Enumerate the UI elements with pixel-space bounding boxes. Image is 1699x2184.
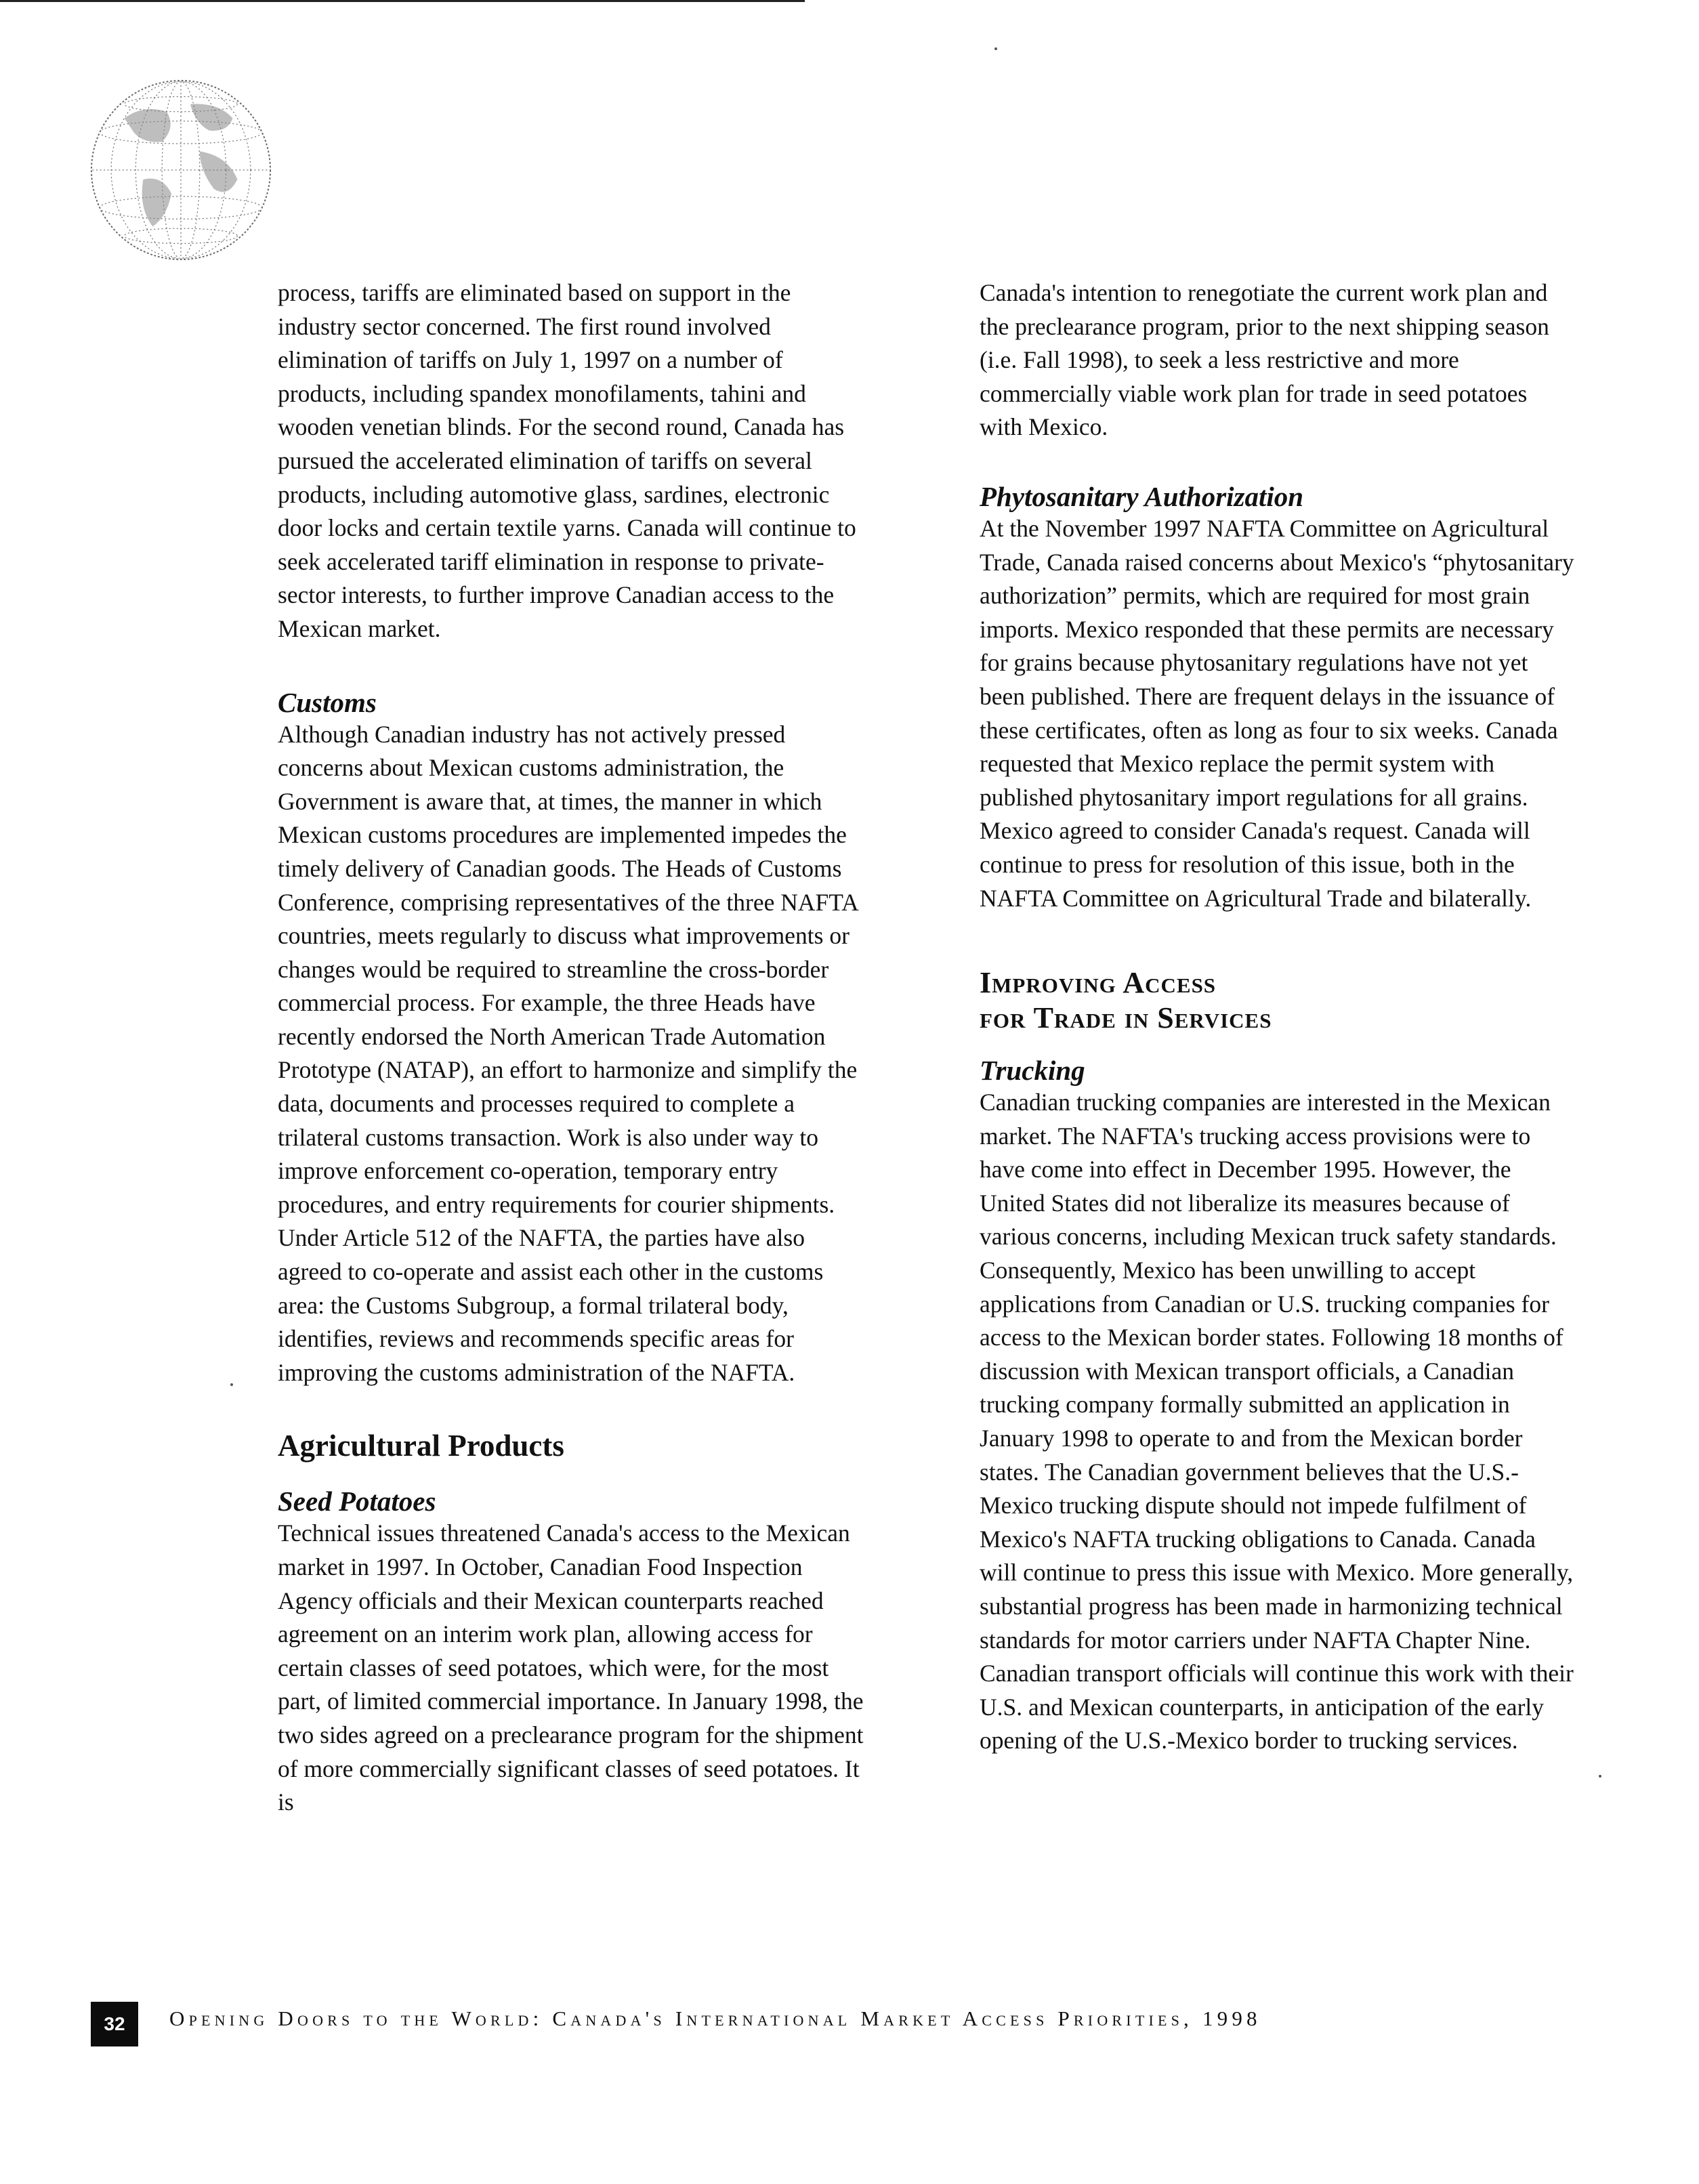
- scan-speck: [994, 47, 997, 50]
- body-paragraph: Canadian trucking companies are interested in the Mexican market. The NAFTA's trucking access provisions were to have come into effect in December 1995. However, the United States did not liberalize its measures because of various concerns, including Mexican truck safety standards. Consequently, Mexico has been unwilling to accept applications from Canadian or U.S. trucking companies for access to the Mexican border states. Following 18 months of discussion with Mexican transport officials, a Canadian trucking company formally submitted an application in January 1998 to operate to and from the Mexican border states. The Canadian government believes that the U.S.-Mexico trucking dispute should not impede fulfilment of Mexico's NAFTA trucking obligations to Canada. Canada will continue to press this issue with Mexico. More generally, substantial progress has been made in harmonizing technical standards for motor carriers under NAFTA Chapter Nine. Canadian transport officials will continue this work with their U.S. and Mexican counterparts, in anticipation of the early opening of the U.S.-Mexico border to trucking services.: [980, 1089, 1574, 1755]
- body-paragraph: process, tariffs are eliminated based on support in the industry sector concerned. The first round involved elimination of tariffs on July 1, 1997 on a number of products, including spandex monofilaments, tahini and wooden venetian blinds. For the second round, Canada has pursued the accelerated elimination of tariffs on several products, including automotive glass, sardines, electronic door locks and certain textile yarns. Canada will continue to seek accelerated tariff elimination in response to private-sector interests, to further improve Canadian access to the Mexican market.: [278, 279, 856, 642]
- top-rule: [0, 0, 805, 2]
- section-heading-seed-potatoes: Seed Potatoes: [278, 1486, 436, 1517]
- body-paragraph: At the November 1997 NAFTA Committee on Agricultural Trade, Canada raised concerns about Mexico's “phytosanitary authorization” permits, which are required for most grain imports. Mexico responded that these permits are necessary for grains because phytosanitary regulations have not yet been published. There are frequent delays in the issuance of these certificates, often as long as four to six weeks. Canada requested that Mexico replace the permit system with published phytosanitary import regulations for all grains. Mexico agreed to consider Canada's request. Canada will continue to press for resolution of this issue, both in the NAFTA Committee on Agricultural Trade and bilaterally.: [980, 514, 1574, 912]
- scan-speck: [1599, 1775, 1601, 1778]
- body-paragraph: Although Canadian industry has not actively pressed concerns about Mexican customs administration, the Government is aware that, at times, the manner in which Mexican customs procedures are implemented impedes the timely delivery of Canadian goods. The Heads of Customs Conference, comprising representatives of the three NAFTA countries, meets regularly to discuss what improvements or changes would be required to streamline the cross-border commercial process. For example, the three Heads have recently endorsed the North American Trade Automation Prototype (NATAP), an effort to harmonize and simplify the data, documents and processes required to complete a trilateral customs transaction. Work is also under way to improve enforcement co-operation, temporary entry procedures, and entry requirements for courier shipments. Under Article 512 of the NAFTA, the parties have also agreed to co-operate and assist each other in the customs area: the Customs Subgroup, a formal trilateral body, identifies, reviews and recommends specific areas for improving the customs administration of the NAFTA.: [278, 720, 858, 1386]
- globe-icon: [87, 76, 275, 264]
- section-heading-customs: Customs: [278, 686, 377, 718]
- left-column: [278, 276, 874, 1820]
- section-heading-services-line1: Improving Access: [980, 966, 1217, 1000]
- section-heading-phytosanitary: Phytosanitary Authorization: [980, 480, 1304, 512]
- page-number: 32: [91, 2002, 138, 2046]
- running-footer-title: Opening Doors to the World: Canada's International Market Access Priorities, 1998: [169, 2007, 1261, 2030]
- section-heading-agricultural-products: Agricultural Products: [278, 1429, 564, 1463]
- scan-speck: [230, 1383, 233, 1386]
- body-paragraph: Technical issues threatened Canada's access to the Mexican market in 1997. In October, Canadian Food Inspection Agency officials and their Mexican counterparts reached agreement on an interim work plan, allowing access for certain classes of seed potatoes, which were, for the most part, of limited commercial importance. In January 1998, the two sides agreed on a preclearance program for the shipment of more commercially significant classes of seed potatoes. It is: [278, 1519, 864, 1816]
- body-paragraph: Canada's intention to renegotiate the current work plan and the preclearance program, prior to the next shipping season (i.e. Fall 1998), to seek a less restrictive and more commercially viable work plan for trade in seed potatoes with Mexico.: [980, 279, 1549, 441]
- right-column: [980, 276, 1576, 1758]
- section-heading-trucking: Trucking: [980, 1055, 1085, 1087]
- section-heading-services-line2: for Trade in Services: [980, 1001, 1272, 1035]
